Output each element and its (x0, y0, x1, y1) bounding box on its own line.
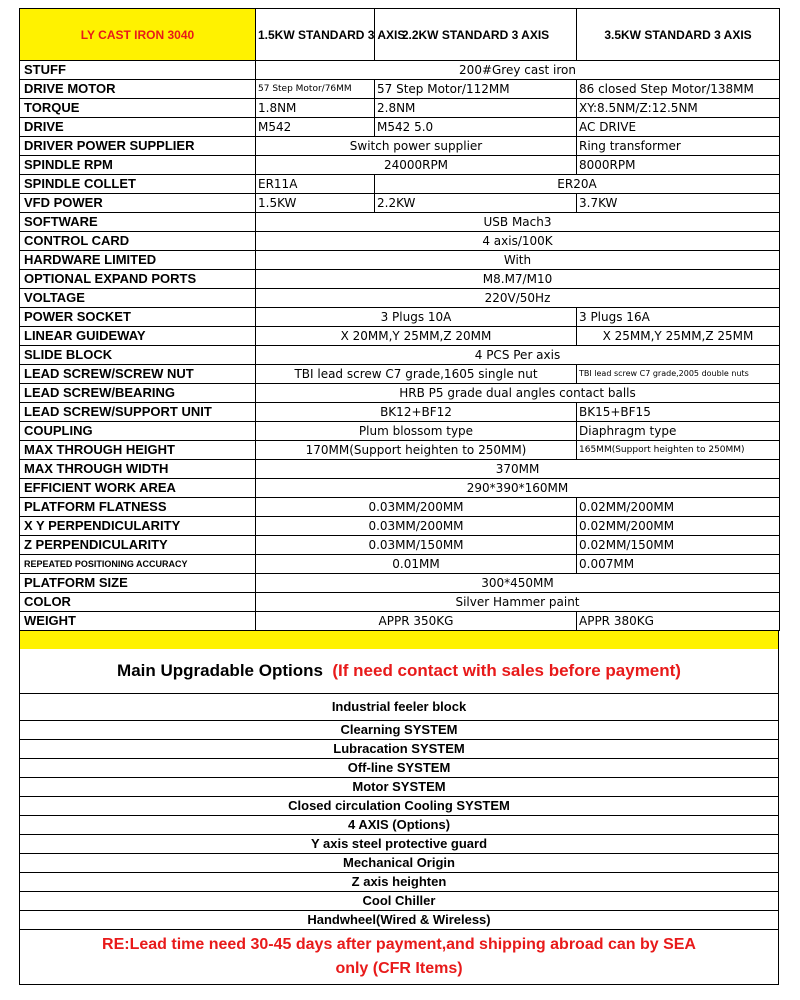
spec-row-driver-power (20, 137, 780, 156)
spec-value: 3 Plugs 16A (577, 308, 780, 327)
spec-row-platform-size (20, 574, 780, 593)
spec-value: 0.03MM/200MM (256, 498, 577, 517)
spec-value: AC DRIVE (577, 118, 780, 137)
option-item: Off-line SYSTEM (19, 759, 779, 778)
option-item: Y axis steel protective guard (19, 835, 779, 854)
option-item: Motor SYSTEM (19, 778, 779, 797)
spec-value: 1.8NM (256, 99, 375, 118)
option-item: 4 AXIS (Options) (19, 816, 779, 835)
spec-row-software (20, 213, 780, 232)
spec-value: X 20MM,Y 25MM,Z 20MM (256, 327, 577, 346)
spec-value: 3 Plugs 10A (256, 308, 577, 327)
spec-value: 4 PCS Per axis (256, 346, 780, 365)
spec-label: COLOR (20, 593, 256, 612)
spec-label: STUFF (20, 61, 256, 80)
spec-value: TBI lead screw C7 grade,2005 double nuts (577, 365, 780, 384)
spec-label: VFD POWER (20, 194, 256, 213)
spec-value: M8.M7/M10 (256, 270, 780, 289)
spec-row-torque (20, 99, 780, 118)
spec-row-optional-ports (20, 270, 780, 289)
spec-row-weight (20, 612, 780, 631)
lead-time-note (19, 930, 779, 985)
option-item: Lubracation SYSTEM (19, 740, 779, 759)
spec-value: 300*450MM (256, 574, 780, 593)
spec-row-lead-screw-nut (20, 365, 780, 384)
spec-row-voltage (20, 289, 780, 308)
option-item: Cool Chiller (19, 892, 779, 911)
option-item: Mechanical Origin (19, 854, 779, 873)
spec-value: 1.5KW (256, 194, 375, 213)
lead-time-line-2: only (CFR Items) (335, 960, 463, 977)
option-item: Industrial feeler block (19, 694, 779, 721)
option-item: Handwheel(Wired & Wireless) (19, 911, 779, 930)
spec-row-control-card (20, 232, 780, 251)
spec-label: PLATFORM FLATNESS (20, 498, 256, 517)
spec-label: CONTROL CARD (20, 232, 256, 251)
spec-value: M542 5.0 (375, 118, 577, 137)
spec-label: SOFTWARE (20, 213, 256, 232)
spec-value: 2.2KW (375, 194, 577, 213)
spec-label: SPINDLE COLLET (20, 175, 256, 194)
lead-time-line-1: RE:Lead time need 30-45 days after payment,and shipping abroad can by SEA (102, 936, 696, 953)
spec-label: MAX THROUGH HEIGHT (20, 441, 256, 460)
spec-value: 0.02MM/200MM (577, 517, 780, 536)
spec-value: 220V/50Hz (256, 289, 780, 308)
spec-value: 57 Step Motor/112MM (375, 80, 577, 99)
spec-row-color (20, 593, 780, 612)
spec-label: EFFICIENT WORK AREA (20, 479, 256, 498)
spec-row-drive-motor (20, 80, 780, 99)
spec-value: 8000RPM (577, 156, 780, 175)
spec-value: 165MM(Support heighten to 250MM) (577, 441, 780, 460)
options-note: (If need contact with sales before payment) (332, 661, 681, 680)
spec-value: 3.7KW (577, 194, 780, 213)
options-heading: Main Upgradable Options (117, 661, 323, 680)
spec-value: BK12+BF12 (256, 403, 577, 422)
spec-value: 370MM (256, 460, 780, 479)
spec-label: SPINDLE RPM (20, 156, 256, 175)
spec-row-repeat-accuracy (20, 555, 780, 574)
spec-value: 0.007MM (577, 555, 780, 574)
spec-label: X Y PERPENDICULARITY (20, 517, 256, 536)
spec-row-drive (20, 118, 780, 137)
spec-label: OPTIONAL EXPAND PORTS (20, 270, 256, 289)
spec-label: HARDWARE LIMITED (20, 251, 256, 270)
spec-value: TBI lead screw C7 grade,1605 single nut (256, 365, 577, 384)
spec-row-spindle-collet (20, 175, 780, 194)
spec-value: ER11A (256, 175, 375, 194)
spec-row-platform-flatness (20, 498, 780, 517)
spec-row-slide-block (20, 346, 780, 365)
spec-label: LEAD SCREW/SCREW NUT (20, 365, 256, 384)
spec-row-xy-perpendicularity (20, 517, 780, 536)
spec-row-work-area (20, 479, 780, 498)
option-item: Z axis heighten (19, 873, 779, 892)
spec-value: With (256, 251, 780, 270)
spec-value: 86 closed Step Motor/138MM (577, 80, 780, 99)
spec-row-max-width (20, 460, 780, 479)
model-2-2kw-header: 2.2KW STANDARD 3 AXIS (375, 9, 577, 61)
spec-value: 290*390*160MM (256, 479, 780, 498)
spec-row-lead-screw-bearing (20, 384, 780, 403)
yellow-divider-band (19, 631, 779, 649)
spec-sheet (19, 8, 779, 992)
options-title (19, 649, 779, 694)
option-item: Clearning SYSTEM (19, 721, 779, 740)
spec-value: USB Mach3 (256, 213, 780, 232)
spec-value: 4 axis/100K (256, 232, 780, 251)
spec-label: POWER SOCKET (20, 308, 256, 327)
spec-label: PLATFORM SIZE (20, 574, 256, 593)
spec-label: COUPLING (20, 422, 256, 441)
spec-value: X 25MM,Y 25MM,Z 25MM (577, 327, 780, 346)
spec-label: VOLTAGE (20, 289, 256, 308)
spec-value: 0.03MM/150MM (256, 536, 577, 555)
spec-row-linear-guideway (20, 327, 780, 346)
spec-value: Switch power supplier (256, 137, 577, 156)
spec-label: LEAD SCREW/SUPPORT UNIT (20, 403, 256, 422)
spec-label: LINEAR GUIDEWAY (20, 327, 256, 346)
header-row (20, 9, 780, 61)
spec-row-stuff (20, 61, 780, 80)
model-1-5kw-header: 1.5KW STANDARD 3 AXIS (256, 9, 375, 61)
spec-value: 170MM(Support heighten to 250MM) (256, 441, 577, 460)
spec-value: 57 Step Motor/76MM (256, 80, 375, 99)
spec-row-coupling (20, 422, 780, 441)
spec-value: Plum blossom type (256, 422, 577, 441)
option-item: Closed circulation Cooling SYSTEM (19, 797, 779, 816)
spec-value: 24000RPM (256, 156, 577, 175)
spec-value: 2.8NM (375, 99, 577, 118)
spec-label: TORQUE (20, 99, 256, 118)
spec-value: Ring transformer (577, 137, 780, 156)
spec-row-hardware-limited (20, 251, 780, 270)
spec-label: DRIVE (20, 118, 256, 137)
spec-value: 0.01MM (256, 555, 577, 574)
spec-value: 200#Grey cast iron (256, 61, 780, 80)
spec-value: APPR 350KG (256, 612, 577, 631)
spec-label: REPEATED POSITIONING ACCURACY (20, 555, 256, 574)
spec-value: 0.02MM/150MM (577, 536, 780, 555)
spec-label: WEIGHT (20, 612, 256, 631)
spec-label: Z PERPENDICULARITY (20, 536, 256, 555)
spec-value: HRB P5 grade dual angles contact balls (256, 384, 780, 403)
brand-title: LY CAST IRON 3040 (20, 9, 256, 61)
spec-value: M542 (256, 118, 375, 137)
spec-label: DRIVE MOTOR (20, 80, 256, 99)
model-3-5kw-header: 3.5KW STANDARD 3 AXIS (577, 9, 780, 61)
spec-row-z-perpendicularity (20, 536, 780, 555)
spec-label: DRIVER POWER SUPPLIER (20, 137, 256, 156)
spec-label: LEAD SCREW/BEARING (20, 384, 256, 403)
spec-label: SLIDE BLOCK (20, 346, 256, 365)
spec-row-power-socket (20, 308, 780, 327)
spec-table (19, 8, 780, 631)
spec-value: Diaphragm type (577, 422, 780, 441)
spec-value: BK15+BF15 (577, 403, 780, 422)
spec-value: 0.02MM/200MM (577, 498, 780, 517)
spec-value: ER20A (375, 175, 780, 194)
spec-row-lead-screw-support (20, 403, 780, 422)
spec-row-spindle-rpm (20, 156, 780, 175)
spec-value: 0.03MM/200MM (256, 517, 577, 536)
spec-value: APPR 380KG (577, 612, 780, 631)
spec-row-max-height (20, 441, 780, 460)
spec-label: MAX THROUGH WIDTH (20, 460, 256, 479)
spec-value: XY:8.5NM/Z:12.5NM (577, 99, 780, 118)
spec-value: Silver Hammer paint (256, 593, 780, 612)
spec-row-vfd-power (20, 194, 780, 213)
